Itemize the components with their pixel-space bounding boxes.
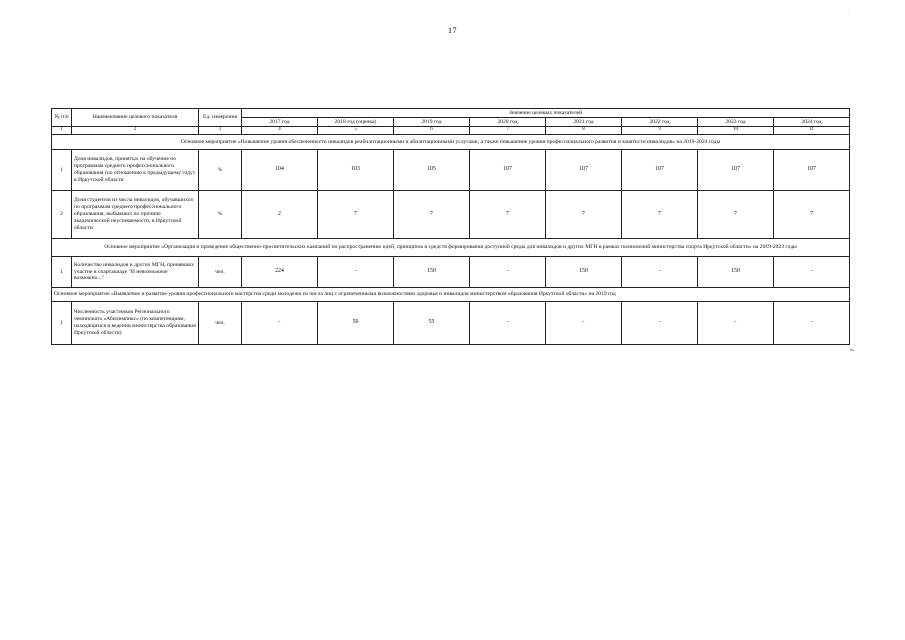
row-value: - <box>774 257 850 288</box>
header-values-group: Значение целевых показателей <box>242 109 850 118</box>
row-value: - <box>622 257 698 288</box>
row-value: 224 <box>242 257 318 288</box>
row-value: 107 <box>546 150 622 191</box>
row-value: - <box>546 302 622 345</box>
header-unit: Ед. измерения <box>199 109 242 127</box>
page-number: 17 <box>448 26 457 35</box>
closing-quote-mark: ». <box>850 347 855 353</box>
row-value: 7 <box>318 191 394 239</box>
header-num: № п/п <box>52 109 72 127</box>
column-number: 4 <box>242 127 318 135</box>
header-year: 2023 год <box>698 118 774 127</box>
column-number: 2 <box>72 127 199 135</box>
column-number: 10 <box>698 127 774 135</box>
row-value: 107 <box>470 150 546 191</box>
row-unit: чел. <box>199 257 242 288</box>
row-indicator-name: Численность участников Регионального чемпионата «Абилимпикс» (по компетенциям, находящимся в ведении министерства образования Иркутской области) <box>72 302 199 345</box>
table-row <box>52 150 850 191</box>
table-row <box>52 302 850 345</box>
header-year: 2021 год <box>546 118 622 127</box>
row-value: - <box>774 302 850 345</box>
column-number: 6 <box>394 127 470 135</box>
row-value: 2 <box>242 191 318 239</box>
target-indicators-table <box>51 108 850 345</box>
column-number: 3 <box>199 127 242 135</box>
row-value: 150 <box>546 257 622 288</box>
row-value: 7 <box>622 191 698 239</box>
header-year: 2024 год <box>774 118 850 127</box>
column-number: 1 <box>52 127 72 135</box>
header-year: 2022 год <box>622 118 698 127</box>
row-unit: чел. <box>199 302 242 345</box>
row-value: 104 <box>242 150 318 191</box>
row-value: 107 <box>774 150 850 191</box>
header-year: 2020 год <box>470 118 546 127</box>
column-number: 8 <box>546 127 622 135</box>
column-number-row <box>52 127 850 135</box>
column-number: 9 <box>622 127 698 135</box>
row-value: - <box>698 302 774 345</box>
row-value: 7 <box>774 191 850 239</box>
row-unit: % <box>199 150 242 191</box>
section-row <box>52 239 850 257</box>
row-value: 150 <box>698 257 774 288</box>
row-num: 2 <box>52 191 72 239</box>
row-value: 103 <box>318 150 394 191</box>
row-value: - <box>470 302 546 345</box>
row-value: 7 <box>394 191 470 239</box>
column-number: 11 <box>774 127 850 135</box>
row-value: - <box>470 257 546 288</box>
column-number: 7 <box>470 127 546 135</box>
section-title: Основное мероприятие «Повышение уровня обеспеченности инвалидов реабилитационными и абилитационными услугами, а также повышение уровня профессионального развития и занятости инвалидов» на 2019-2024 годы <box>52 135 850 150</box>
table-row <box>52 257 850 288</box>
row-num: 1 <box>52 150 72 191</box>
column-number: 5 <box>318 127 394 135</box>
section-title: Основное мероприятие «Организация и проведение общественно-просветительских кампаний по распространению идей, принципов и средств формирования доступной среды для инвалидов и других МГН в рамках полномочий министерства спорта Иркутской области» на 2019-2023 годы <box>52 239 850 257</box>
row-value: 107 <box>622 150 698 191</box>
header-year: 2017 год <box>242 118 318 127</box>
row-value: 105 <box>394 150 470 191</box>
header-name: Наименование целевого показателя <box>72 109 199 127</box>
section-title: Основное мероприятие «Выявление и развитие уровня профессионального мастерства среди молодежи из числа лиц с ограниченными возможностями здоровья и инвалидов министерством образования Иркутской области» на 2019 год <box>52 288 850 302</box>
row-value: 7 <box>546 191 622 239</box>
row-indicator-name: Доля студентов из числа инвалидов, обучавшихся по программам среднего профессионального образования, выбывших по причине академической неуспеваемости, в Иркутской области <box>72 191 199 239</box>
row-value: 107 <box>698 150 774 191</box>
scan-dot: · <box>848 11 850 17</box>
row-unit: % <box>199 191 242 239</box>
section-row <box>52 288 850 302</box>
header-year: 2019 год <box>394 118 470 127</box>
row-num: 1 <box>52 257 72 288</box>
row-indicator-name: Доля инвалидов, принятых на обучение по программам среднего профессионального образования (по отношению к предыдущему году) в Иркутской области <box>72 150 199 191</box>
table-row <box>52 191 850 239</box>
row-value: 55 <box>394 302 470 345</box>
row-value: - <box>318 257 394 288</box>
row-value: - <box>622 302 698 345</box>
row-value: - <box>242 302 318 345</box>
header-year: 2018 год (оценка) <box>318 118 394 127</box>
row-num: 1 <box>52 302 72 345</box>
row-value: 7 <box>698 191 774 239</box>
section-row <box>52 135 850 150</box>
row-value: 50 <box>318 302 394 345</box>
row-value: 150 <box>394 257 470 288</box>
row-indicator-name: Количество инвалидов и других МГН, принявших участие в спартакиаде "И невозможное возможно..." <box>72 257 199 288</box>
row-value: 7 <box>470 191 546 239</box>
